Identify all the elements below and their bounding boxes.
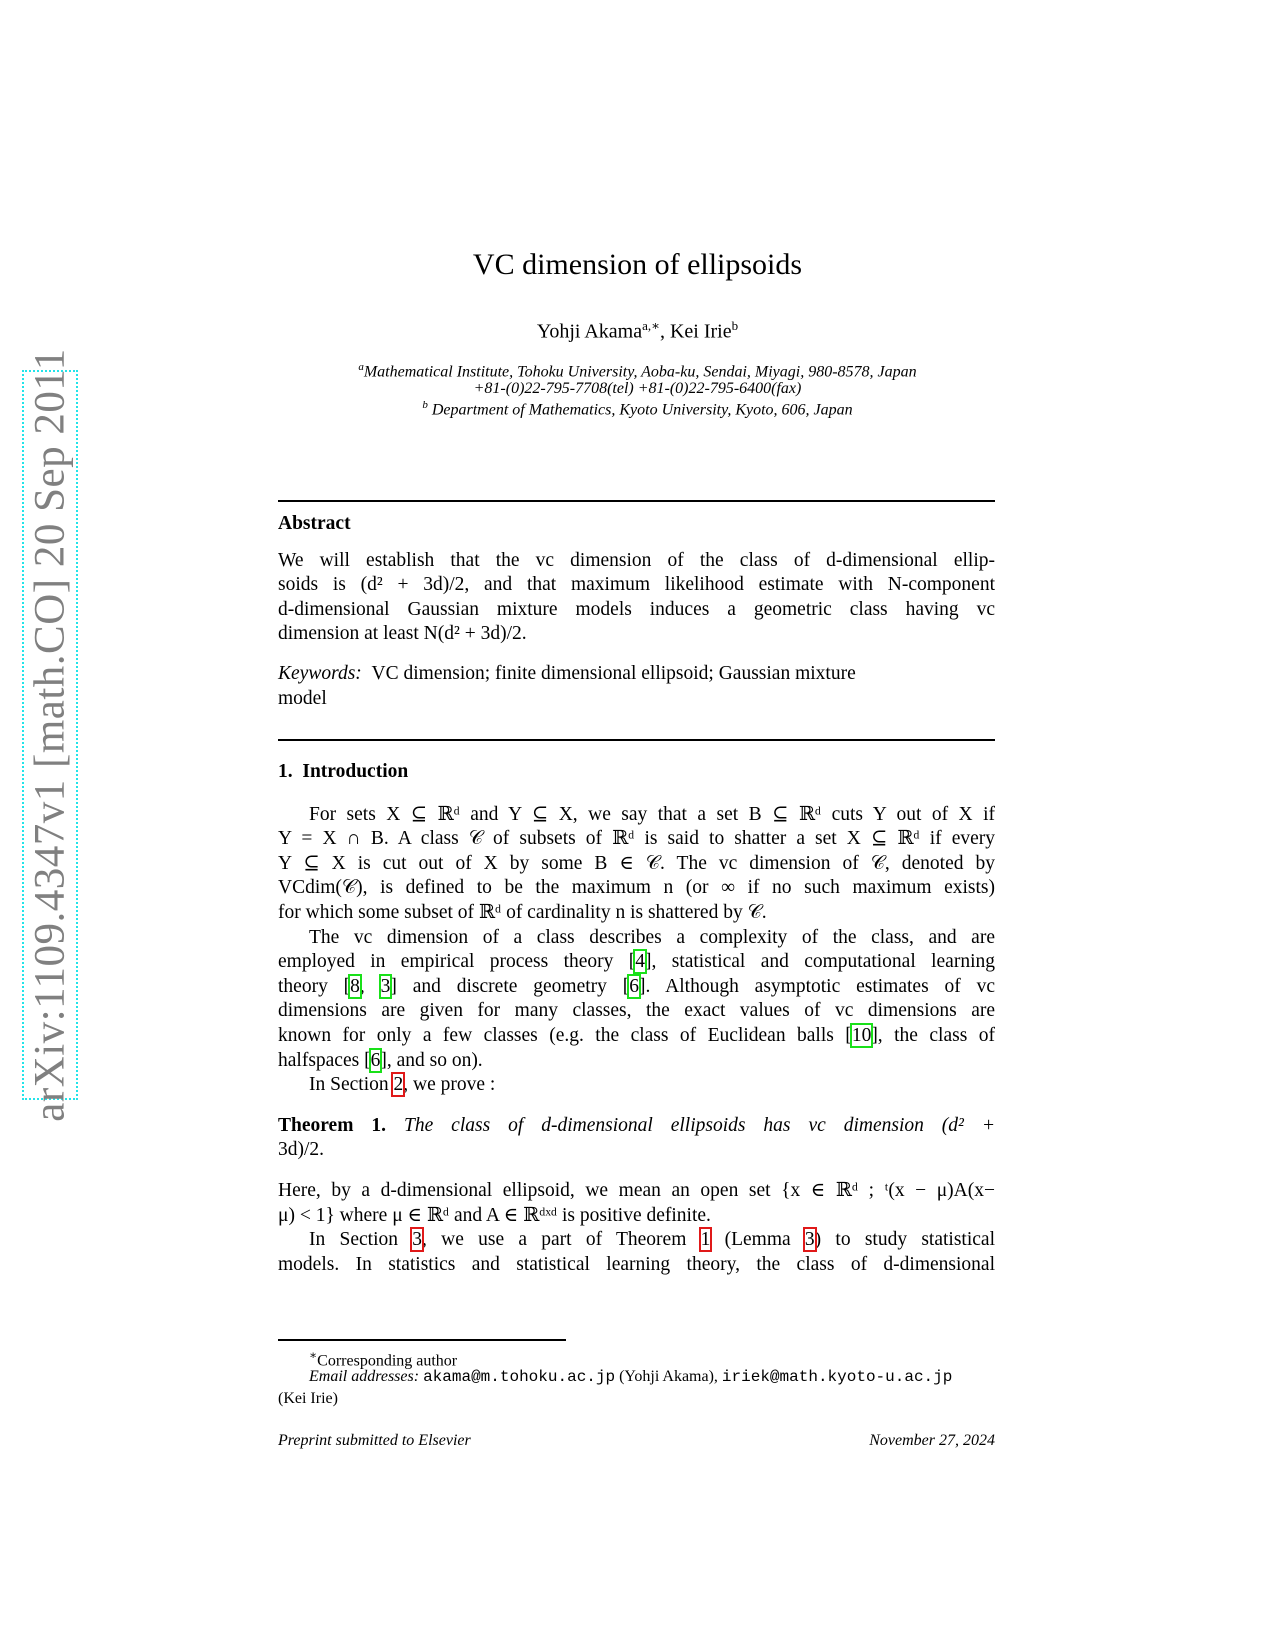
- text: (Lemma: [710, 1229, 805, 1251]
- section-introduction: [278, 760, 995, 1277]
- affil-mark: b: [422, 399, 428, 411]
- paragraph-line: dimensions are given for many classes, the exact values of vc dimensions are: [278, 1000, 995, 1022]
- text: , we use a part of Theorem: [422, 1229, 701, 1251]
- footnote-email-owner: (Kei Irie): [278, 1390, 338, 1407]
- author-name: Yohji Akama: [536, 320, 643, 343]
- citation-link[interactable]: 3: [380, 975, 391, 997]
- abstract-line: dimension at least N(d² + 3d)/2.: [278, 623, 527, 645]
- text: ,: [359, 975, 381, 997]
- author-affil-mark: b: [731, 318, 739, 333]
- section-ref-link[interactable]: 3: [412, 1229, 422, 1251]
- keywords-label: Keywords:: [278, 662, 362, 684]
- section-ref-link[interactable]: 2: [393, 1074, 404, 1096]
- abstract-bottom-rule: [278, 739, 995, 741]
- footer-date: November 27, 2024: [869, 1432, 995, 1449]
- paragraph-line: [278, 1073, 995, 1098]
- paragraph-line: for which some subset of ℝᵈ of cardinality n is shattered by 𝒞.: [278, 901, 767, 923]
- affiliation-a: [0, 361, 1275, 381]
- section-number: 1.: [278, 761, 293, 782]
- lemma-ref-link[interactable]: 3: [804, 1229, 815, 1251]
- text: In Section: [309, 1074, 394, 1096]
- section-title: Introduction: [302, 761, 409, 782]
- text: employed in empirical process theory [: [278, 951, 636, 973]
- abstract-top-rule: [278, 500, 995, 502]
- paragraph-line: μ) < 1} where μ ∈ ℝᵈ and A ∈ ℝᵈˣᵈ is positive definite.: [278, 1204, 711, 1226]
- abstract-line: We will establish that the vc dimension of the class of d-dimensional ellip-: [278, 549, 995, 571]
- text: ] and discrete geometry [: [390, 975, 630, 997]
- email-link[interactable]: akama@m.tohoku.ac.jp: [423, 1368, 616, 1386]
- footnote-emails: [278, 1366, 995, 1388]
- abstract-heading: Abstract: [278, 513, 351, 534]
- paragraph-line: [278, 975, 995, 1000]
- paragraph-line: models. In statistics and statistical learning theory, the class of d-dimensional: [278, 1253, 995, 1275]
- theorem-line: [278, 1114, 995, 1139]
- author-name: Kei Irie: [669, 320, 732, 343]
- text: known for only a few classes (e.g. the class of Euclidean balls [: [278, 1024, 852, 1046]
- page-footer: [278, 1432, 995, 1450]
- email-label: Email addresses:: [309, 1368, 420, 1385]
- text: ], the class of: [871, 1024, 995, 1046]
- text: ], statistical and computational learning: [644, 951, 995, 973]
- author-list: Yohji Akama$^{a,∗}$, Kei Irie$^b$: [536, 318, 739, 343]
- citation-link[interactable]: 4: [635, 951, 645, 973]
- paragraph-line: Here, by a d-dimensional ellipsoid, we mean an open set {x ∈ ℝᵈ ; ᵗ(x − μ)A(x−: [278, 1179, 995, 1201]
- affiliation-text: Department of Mathematics, Kyoto University, Kyoto, 606, Japan: [427, 401, 853, 419]
- text: ], and so on).: [380, 1049, 483, 1071]
- paragraph-line: For sets X ⊆ ℝᵈ and Y ⊆ X, we say that a set B ⊆ ℝᵈ cuts Y out of X if: [309, 803, 995, 825]
- paragraph-line: [278, 1228, 995, 1253]
- abstract-line: d-dimensional Gaussian mixture models induces a geometric class having vc: [278, 598, 995, 620]
- footnote-mark: ∗: [309, 1348, 318, 1362]
- affiliation-b: [0, 399, 1275, 419]
- citation-link[interactable]: 6: [370, 1049, 381, 1071]
- citation-link[interactable]: 6: [629, 975, 639, 997]
- keywords-continued: model: [278, 687, 327, 709]
- paragraph-line: [278, 1049, 995, 1074]
- abstract: [278, 512, 995, 711]
- text: halfspaces [: [278, 1049, 371, 1071]
- paper-title: VC dimension of ellipsoids: [472, 248, 803, 281]
- footnote-rule: [278, 1339, 566, 1341]
- text: ) to study statistical: [814, 1229, 995, 1251]
- paragraph-line: Y = X ∩ B. A class 𝒞 of subsets of ℝᵈ is said to shatter a set X ⊆ ℝᵈ if every: [278, 828, 995, 850]
- affil-mark: a: [358, 361, 364, 373]
- theorem-line: 3d)/2.: [278, 1139, 325, 1161]
- paragraph-line: [278, 950, 995, 975]
- abstract-line: soids is (d² + 3d)/2, and that maximum likelihood estimate with N-component: [278, 574, 995, 596]
- author-affil-mark: a,∗: [642, 318, 660, 333]
- citation-link[interactable]: 10: [851, 1024, 872, 1046]
- section-heading: [278, 760, 995, 785]
- theorem-text: The class of d-dimensional ellipsoids has vc dimension (d² +: [403, 1114, 995, 1136]
- theorem-label: Theorem 1.: [278, 1114, 387, 1136]
- arxiv-stamp[interactable]: [22, 348, 78, 1122]
- text: In Section: [309, 1229, 413, 1251]
- paragraph-line: The vc dimension of a class describes a complexity of the class, and are: [309, 926, 995, 948]
- paragraph-line: Y ⊆ X is cut out of X by some B ∈ 𝒞. The vc dimension of 𝒞, denoted by: [278, 852, 995, 874]
- text: theory [: [278, 975, 351, 997]
- paragraph-line: [278, 1024, 995, 1049]
- journal-note: Preprint submitted to Elsevier: [278, 1432, 471, 1449]
- keywords: [278, 662, 995, 687]
- email-owner: (Yohji Akama),: [615, 1368, 722, 1385]
- keywords-text: VC dimension; finite dimensional ellipsoid; Gaussian mixture: [371, 662, 856, 684]
- text: , we prove :: [403, 1074, 496, 1096]
- affiliation-text: Mathematical Institute, Tohoku University, Aoba-ku, Sendai, Miyagi, 980-8578, Japan: [363, 363, 917, 381]
- affiliation-a-phone: +81-(0)22-795-7708(tel) +81-(0)22-795-6400(fax): [473, 380, 802, 397]
- text: ]. Although asymptotic estimates of vc: [639, 975, 996, 997]
- arxiv-identifier: arXiv:1109.4347v1 [math.CO] 20 Sep 2011: [26, 348, 74, 1122]
- paragraph-line: VCdim(𝒞), is defined to be the maximum n (or ∞ if no such maximum exists): [278, 877, 995, 899]
- email-link[interactable]: iriek@math.kyoto-u.ac.jp: [721, 1368, 953, 1386]
- theorem-ref-link[interactable]: 1: [700, 1229, 711, 1251]
- citation-link[interactable]: 8: [350, 975, 360, 997]
- footnote-text: Corresponding author: [317, 1352, 458, 1370]
